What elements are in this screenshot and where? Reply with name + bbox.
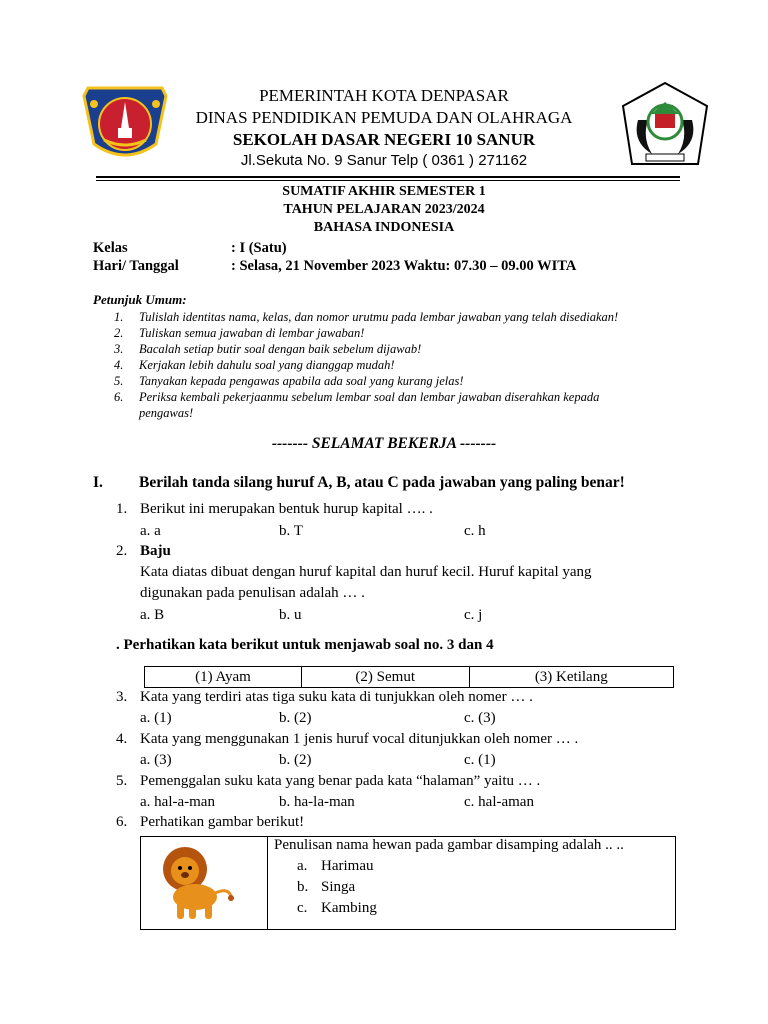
exam-subject: BAHASA INDONESIA [313, 220, 455, 235]
question-1-option-c: c. h [464, 523, 486, 539]
petunjuk-text: Periksa kembali pekerjaanmu sebelum lembar soal dan lembar jawaban diserahkan kepada [139, 390, 600, 404]
question-3-option-a: a. (1) [140, 710, 172, 726]
word-cell: (2) Semut [301, 667, 469, 688]
question-1-number: 1. [116, 501, 128, 517]
question-5-number: 5. [116, 773, 128, 789]
question-6-option-a-label: a. [297, 858, 308, 874]
question-5-option-a: a. hal-a-man [140, 794, 215, 810]
question-3-option-b: b. (2) [279, 710, 312, 726]
petunjuk-num: 3. [114, 342, 124, 356]
petunjuk-title: Petunjuk Umum: [93, 292, 187, 307]
question-3-text: Kata yang terdiri atas tiga suku kata di tunjukkan oleh nomer … . [140, 689, 533, 705]
question-5-text: Pemenggalan suku kata yang benar pada kata “halaman” yaitu … . [140, 773, 541, 789]
word-table [144, 666, 674, 688]
question-4-number: 4. [116, 731, 128, 747]
question-1-option-b: b. T [279, 523, 303, 539]
header-school-name: SEKOLAH DASAR NEGERI 10 SANUR [232, 130, 536, 149]
section-instruction: Berilah tanda silang huruf A, B, atau C pada jawaban yang paling benar! [139, 474, 625, 491]
question-6-option-a: Harimau [321, 858, 374, 874]
exam-title: SUMATIF AKHIR SEMESTER 1 [282, 184, 486, 199]
question-4-text: Kata yang menggunakan 1 jenis huruf vocal ditunjukkan oleh nomer … . [140, 731, 579, 747]
question-2-option-a: a. B [140, 607, 165, 623]
question-6-text: Perhatikan gambar berikut! [140, 814, 305, 830]
question-6-option-b: Singa [321, 879, 356, 895]
question-1-text: Berikut ini merupakan bentuk hurup kapital …. . [140, 501, 433, 517]
header-government: PEMERINTAH KOTA DENPASAR [259, 86, 509, 105]
exam-year: TAHUN PELAJARAN 2023/2024 [283, 202, 485, 217]
section-number: I. [93, 474, 103, 491]
word-cell: (3) Ketilang [469, 667, 673, 688]
petunjuk-num: 2. [114, 326, 124, 340]
question-6-box [140, 836, 676, 930]
question-2-text: Kata diatas dibuat dengan huruf kapital dan huruf kecil. Huruf kapital yang [140, 564, 592, 580]
question-2-word: Baju [140, 543, 171, 559]
selamat-bekerja: ------- SELAMAT BEKERJA ------- [271, 435, 497, 452]
kelas-value: : I (Satu) [231, 240, 287, 256]
question-2-text-cont: digunakan pada penulisan adalah … . [140, 585, 365, 601]
petunjuk-text: Tulislah identitas nama, kelas, dan nomor urutmu pada lembar jawaban yang telah disediakan! [139, 310, 619, 324]
petunjuk-num: 6. [114, 390, 124, 404]
petunjuk-text: pengawas! [139, 406, 194, 420]
question-6-box-text: Penulisan nama hewan pada gambar disamping adalah .. .. [274, 837, 624, 853]
header-divider [96, 176, 680, 178]
question-4-option-a: a. (3) [140, 752, 172, 768]
kelas-label: Kelas [93, 240, 128, 256]
question-4-option-c: c. (1) [464, 752, 496, 768]
header-address: Jl.Sekuta No. 9 Sanur Telp ( 0361 ) 271162 [240, 152, 528, 169]
question-4-option-b: b. (2) [279, 752, 312, 768]
tanggal-label: Hari/ Tanggal [93, 258, 179, 274]
question-6-number: 6. [116, 814, 128, 830]
petunjuk-text: Bacalah setiap butir soal dengan baik sebelum dijawab! [139, 342, 422, 356]
petunjuk-text: Tuliskan semua jawaban di lembar jawaban! [139, 326, 365, 340]
petunjuk-text: Tanyakan kepada pengawas apabila ada soal yang kurang jelas! [139, 374, 464, 388]
question-2-number: 2. [116, 543, 128, 559]
question-6-option-c-label: c. [297, 900, 308, 916]
word-cell: (1) Ayam [145, 667, 302, 688]
question-2-option-b: b. u [279, 607, 302, 623]
question-5-option-c: c. hal-aman [464, 794, 534, 810]
question-1-option-a: a. a [140, 523, 161, 539]
question-6-option-c: Kambing [321, 900, 377, 916]
petunjuk-num: 1. [114, 310, 124, 324]
lion-icon [153, 843, 237, 923]
question-6-divider [267, 837, 268, 929]
question-6-option-b-label: b. [297, 879, 309, 895]
question-3-number: 3. [116, 689, 128, 705]
petunjuk-num: 4. [114, 358, 124, 372]
header-divider-thin [96, 180, 680, 181]
tanggal-value: : Selasa, 21 November 2023 Waktu: 07.30 – 09.00 WITA [231, 258, 577, 274]
question-3-option-c: c. (3) [464, 710, 496, 726]
petunjuk-num: 5. [114, 374, 124, 388]
petunjuk-text: Kerjakan lebih dahulu soal yang dianggap mudah! [139, 358, 395, 372]
perhatikan-instruction: . Perhatikan kata berikut untuk menjawab soal no. 3 dan 4 [116, 637, 494, 653]
question-5-option-b: b. ha-la-man [279, 794, 355, 810]
question-2-option-c: c. j [464, 607, 483, 623]
header-department: DINAS PENDIDIKAN PEMUDA DAN OLAHRAGA [195, 108, 573, 127]
